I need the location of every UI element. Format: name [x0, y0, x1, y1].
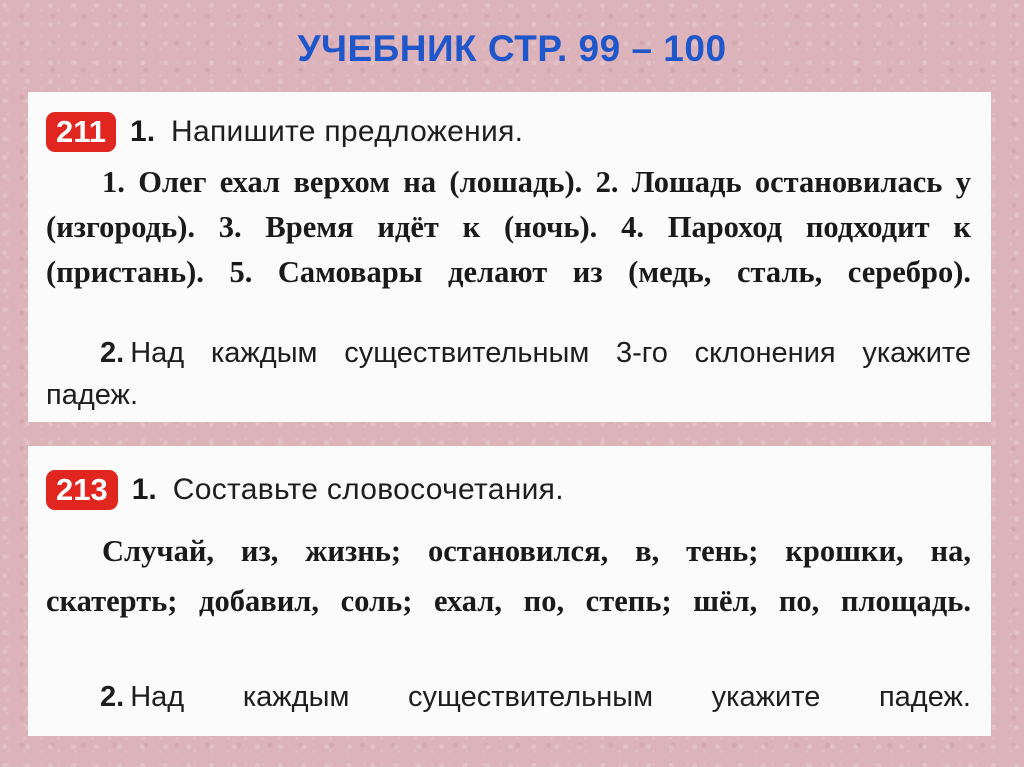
exercise-211-card	[28, 92, 991, 422]
task-2-instruction: Над каждым существительным укажите падеж.	[130, 681, 971, 713]
exercise-number-badge: 213	[46, 470, 118, 510]
page-title: УЧЕБНИК СТР. 99 – 100	[297, 28, 727, 69]
task-1-instruction: Напишите предложения.	[171, 115, 524, 148]
exercise-213-task-2	[46, 676, 971, 718]
task-1-number: 1.	[131, 473, 157, 506]
task-1-instruction: Составьте словосочетания.	[172, 473, 564, 506]
exercise-211-task-2	[46, 332, 971, 416]
task-2-number: 2.	[100, 681, 125, 713]
exercise-211-sentences: 1. Олег ехал верхом на (лошадь). 2. Лошадь остановилась у (изгородь). 3. Время идёт к (ночь). 4. Пароход подходит к (пристань). 5. Самовары делают из (медь, сталь, серебро).	[46, 165, 971, 289]
task-2-number: 2.	[100, 337, 125, 369]
exercise-213-word-groups: Случай, из, жизнь; остановился, в, тень; крошки, на, скатерть; добавил, соль; ехал, по, степь; шёл, по, площадь.	[46, 534, 971, 618]
task-1-number: 1.	[130, 115, 156, 148]
exercise-number-badge: 211	[46, 112, 116, 152]
exercise-213-card	[28, 446, 991, 736]
exercise-213-header	[46, 470, 564, 510]
exercise-211-header	[46, 112, 523, 152]
task-2-instruction: Над каждым существительным 3-го склонения укажите падеж.	[46, 337, 971, 411]
